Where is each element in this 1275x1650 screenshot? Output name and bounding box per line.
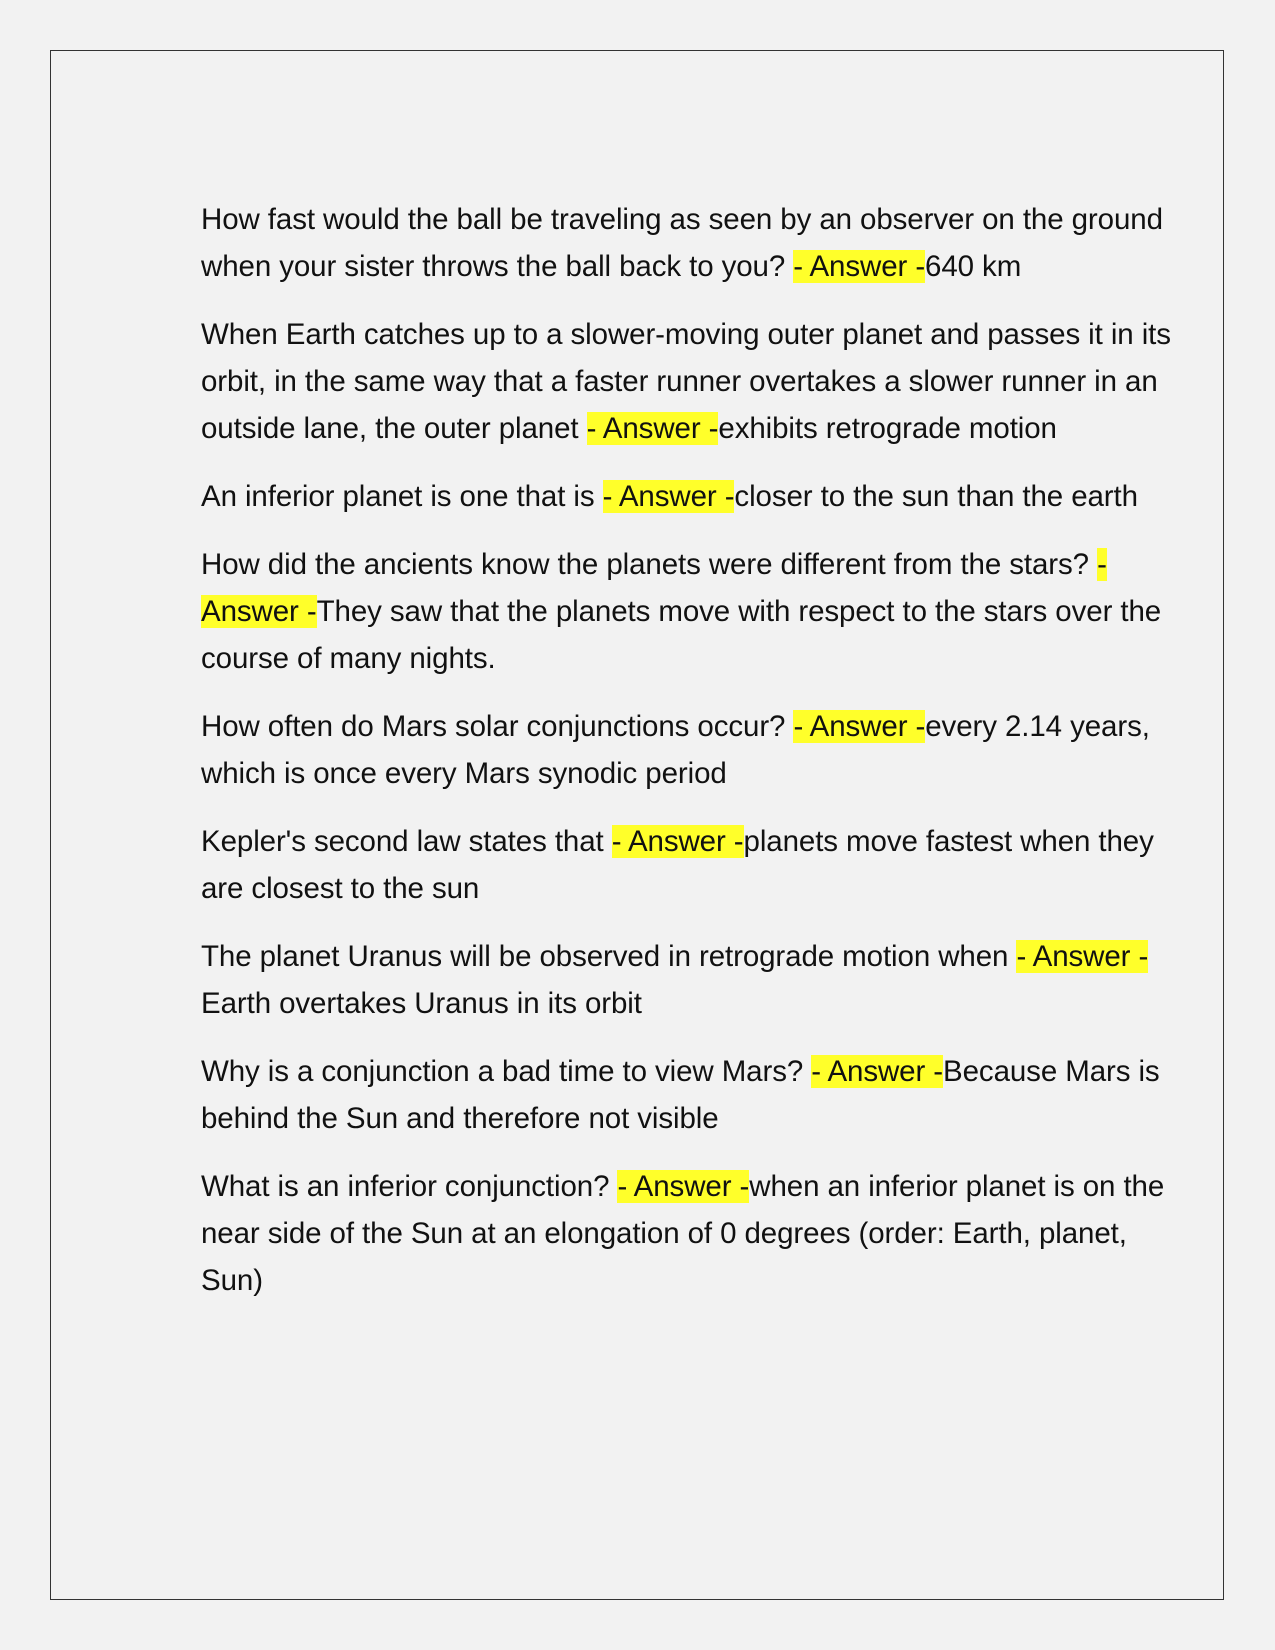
answer-marker: - Answer -	[611, 825, 744, 858]
qa-item	[201, 473, 1176, 520]
answer-text: every 2.14 years, which is once every Mars synodic period	[201, 710, 1150, 790]
answer-marker: - Answer -	[602, 480, 735, 513]
answer-text: closer to the sun than the earth	[734, 480, 1138, 513]
qa-item	[201, 933, 1176, 1027]
answer-marker: - Answer -	[1016, 940, 1149, 973]
answer-text: exhibits retrograde motion	[718, 412, 1057, 445]
qa-item	[201, 311, 1176, 452]
qa-item	[201, 703, 1176, 797]
question-text: How often do Mars solar conjunctions occur?	[201, 710, 794, 743]
answer-text: 640 km	[925, 250, 1022, 283]
question-text: The planet Uranus will be observed in retrograde motion when	[201, 940, 1017, 973]
qa-item	[201, 1163, 1176, 1304]
question-text: How fast would the ball be traveling as seen by an observer on the ground when your sister throws the ball back to you?	[201, 203, 1163, 283]
answer-text: Earth overtakes Uranus in its orbit	[201, 987, 642, 1020]
answer-marker: - Answer -	[617, 1170, 750, 1203]
qa-item	[201, 1048, 1176, 1142]
answer-marker: - Answer -	[586, 412, 719, 445]
answer-text: They saw that the planets move with respect to the stars over the course of many nights.	[201, 595, 1162, 675]
document-body	[201, 196, 1176, 1325]
qa-item	[201, 196, 1176, 290]
answer-text: when an inferior planet is on the near side of the Sun at an elongation of 0 degrees (order: Earth, planet, Sun)	[201, 1170, 1165, 1297]
answer-marker: - Answer -	[793, 710, 926, 743]
answer-text: planets move fastest when they are closest to the sun	[201, 825, 1154, 905]
qa-item	[201, 818, 1176, 912]
page-frame	[50, 50, 1224, 1600]
answer-marker: - Answer -	[793, 250, 926, 283]
question-text: What is an inferior conjunction?	[201, 1170, 618, 1203]
answer-marker: - Answer -	[811, 1055, 944, 1088]
question-text: An inferior planet is one that is	[201, 480, 603, 513]
question-text: Why is a conjunction a bad time to view Mars?	[201, 1055, 812, 1088]
question-text: How did the ancients know the planets were different from the stars?	[201, 548, 1098, 581]
qa-item	[201, 541, 1176, 682]
answer-text: Because Mars is behind the Sun and therefore not visible	[201, 1055, 1160, 1135]
question-text: Kepler's second law states that	[201, 825, 612, 858]
answer-marker: - Answer -	[201, 548, 1107, 628]
question-text: When Earth catches up to a slower-moving outer planet and passes it in its orbit, in the same way that a faster runner overtakes a slower runner in an outside lane, the outer planet	[201, 318, 1171, 445]
